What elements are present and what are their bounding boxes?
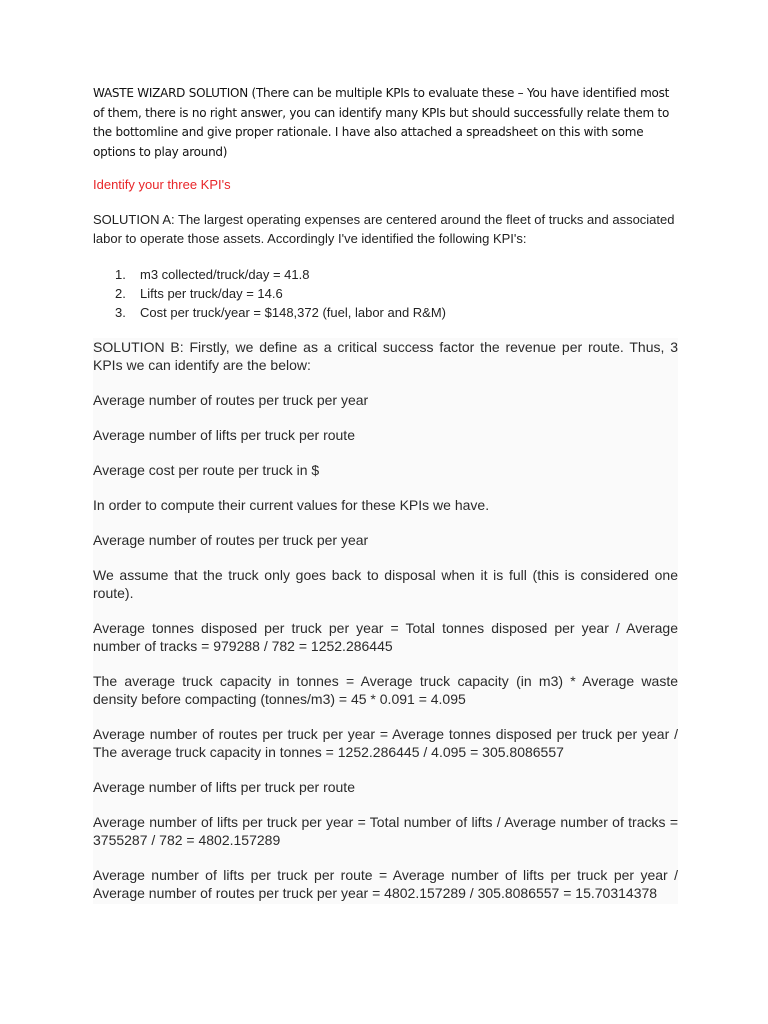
list-item — [93, 284, 678, 303]
list-item-text: Lifts per truck/day = 14.6 — [140, 286, 283, 301]
solution-b-paragraph: Average number of routes per truck per year — [93, 392, 369, 408]
list-item-number: 1. — [115, 267, 126, 282]
solution-b-paragraph: Average cost per route per truck in $ — [93, 462, 320, 478]
solution-b-paragraph: Average number of lifts per truck per route — [93, 779, 355, 795]
document-page — [93, 84, 678, 904]
solution-b-paragraph: Average number of routes per truck per year = Average tonnes disposed per truck per year / The average truck capacity in tonnes = 1252.286445 / 4.095 = 305.8086557 — [93, 726, 678, 760]
solution-b-paragraph: The average truck capacity in tonnes = Average truck capacity (in m3) * Average waste density before compacting (tonnes/m3) = 45 * 0.091 = 4.095 — [93, 673, 678, 707]
list-item-text: m3 collected/truck/day = 41.8 — [140, 267, 310, 282]
list-item — [93, 265, 678, 284]
solution-b-paragraph: Average number of lifts per truck per route = Average number of lifts per truck per year / Average number of routes per truck per year = 4802.157289 / 305.8086557 = 15.70314378 — [93, 867, 678, 901]
kpi-heading: Identify your three KPI's — [93, 177, 231, 192]
solution-b-paragraph: Average number of lifts per truck per year = Total number of lifts / Average number of tracks = 3755287 / 782 = 4802.157289 — [93, 814, 678, 848]
list-item-text: Cost per truck/year = $148,372 (fuel, labor and R&M) — [140, 305, 447, 320]
solution-b-paragraph: Average number of lifts per truck per route — [93, 427, 355, 443]
list-item — [93, 303, 678, 322]
intro-paragraph: WASTE WIZARD SOLUTION (There can be multiple KPIs to evaluate these – You have identified most of them, there is no right answer, you can identify many KPIs but should successfully relate them to the bottomline and give proper rationale. I have also attached a spreadsheet on this with some options to play around) — [93, 86, 670, 159]
solution-a-paragraph: SOLUTION A: The largest operating expenses are centered around the fleet of trucks and associated labor to operate those assets. Accordingly I've identified the following KPI's: — [93, 212, 675, 246]
list-item-number: 3. — [115, 305, 126, 320]
list-item-number: 2. — [115, 286, 126, 301]
solution-b-paragraph: Average number of routes per truck per year — [93, 532, 369, 548]
solution-b-paragraph: We assume that the truck only goes back to disposal when it is full (this is considered one route). — [93, 567, 678, 601]
solution-b-paragraph: In order to compute their current values for these KPIs we have. — [93, 497, 490, 513]
solution-b-section — [93, 338, 678, 904]
solution-b-paragraph: SOLUTION B: Firstly, we define as a critical success factor the revenue per route. Thus, 3 KPIs we can identify are the below: — [93, 339, 678, 373]
solution-b-paragraph: Average tonnes disposed per truck per year = Total tonnes disposed per year / Average number of tracks = 979288 / 782 = 1252.286445 — [93, 620, 678, 654]
kpi-list — [93, 265, 678, 322]
